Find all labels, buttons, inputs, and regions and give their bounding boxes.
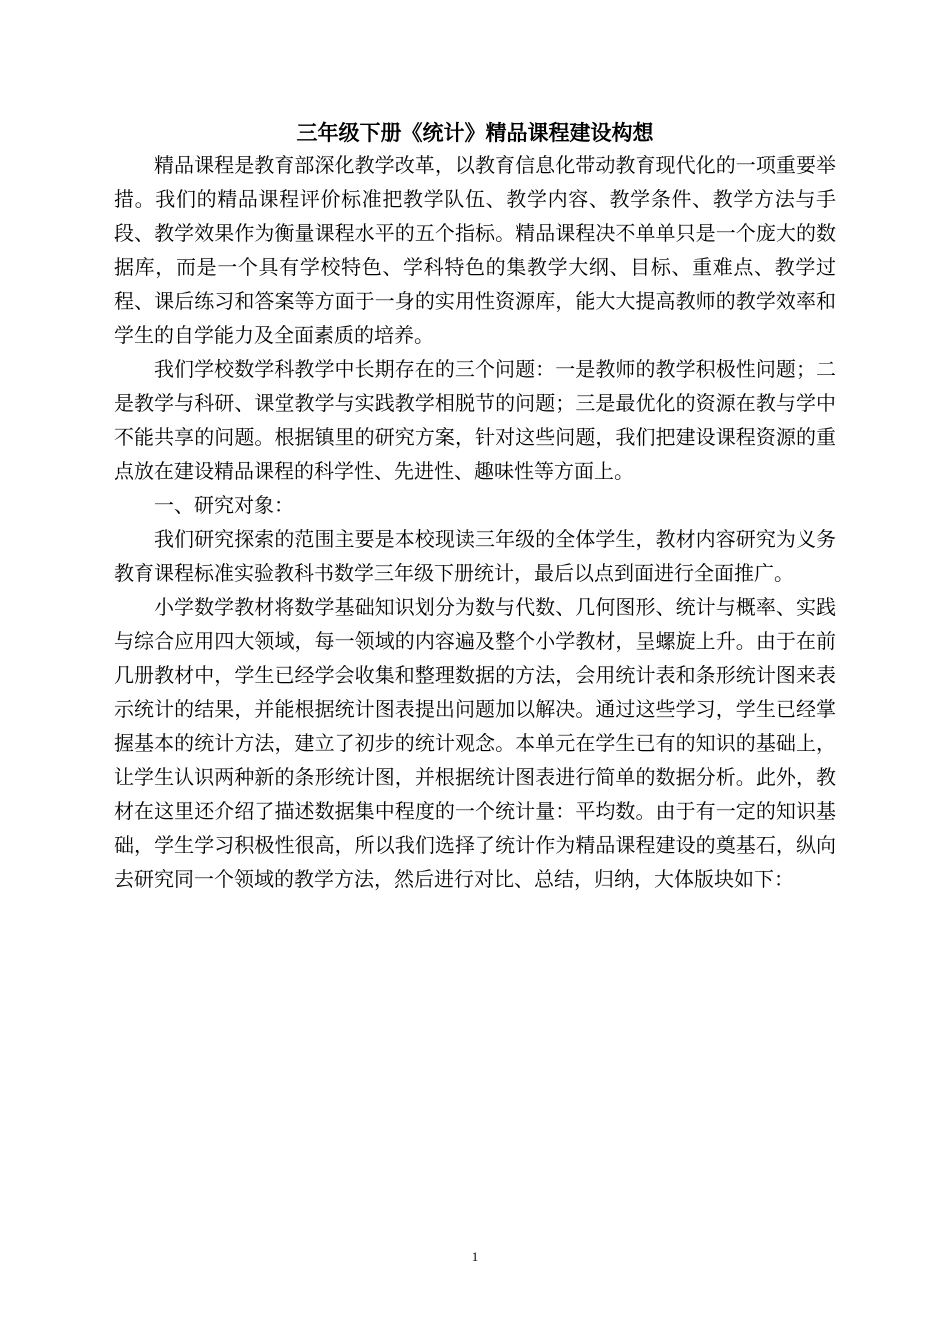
paragraph-intro: 精品课程是教育部深化教学改革，以教育信息化带动教育现代化的一项重要举措。我们的精品课程评价标准把教学队伍、教学内容、教学条件、教学方法与手段、教学效果作为衡量课程水平的五个指标。精品课程决不单单只是一个庞大的数据库，而是一个具有学校特色、学科特色的集教学大纲、目标、重难点、教学过程、课后练习和答案等方面于一身的实用性资源库，能大大提高教师的教学效率和学生的自学能力及全面素质的培养。 bbox=[114, 153, 836, 347]
paragraph-problems: 我们学校数学科教学中长期存在的三个问题：一是教师的教学积极性问题；二是教学与科研、课堂教学与实践教学相脱节的问题；三是最优化的资源在教与学中不能共享的问题。根据镇里的研究方案，针对这些问题，我们把建设课程资源的重点放在建设精品课程的科学性、先进性、趣味性等方面上。 bbox=[114, 357, 836, 483]
paragraph-research-scope: 我们研究探索的范围主要是本校现读三年级的全体学生，教材内容研究为义务教育课程标准实验教科书数学三年级下册统计，最后以点到面进行全面推广。 bbox=[114, 527, 836, 585]
document-page bbox=[114, 118, 836, 896]
paragraph-curriculum: 小学数学教材将数学基础知识划分为数与代数、几何图形、统计与概率、实践与综合应用四大领域，每一领域的内容遍及整个小学教材，呈螺旋上升。由于在前几册教材中，学生已经学会收集和整理数据的方法，会用统计表和条形统计图来表示统计的结果，并能根据统计图表提出问题加以解决。通过这些学习，学生已经掌握基本的统计方法，建立了初步的统计观念。本单元在学生已有的知识的基础上，让学生认识两种新的条形统计图，并根据统计图表进行简单的数据分析。此外，教材在这里还介绍了描述数据集中程度的一个统计量：平均数。由于有一定的知识基础，学生学习积极性很高，所以我们选择了统计作为精品课程建设的奠基石，纵向去研究同一个领域的教学方法，然后进行对比、总结，归纳，大体版块如下： bbox=[114, 595, 836, 891]
document-title: 三年级下册《统计》精品课程建设构想 bbox=[296, 121, 654, 145]
page-number: 1 bbox=[471, 1249, 479, 1264]
section-heading-research-object: 一、研究对象： bbox=[154, 493, 294, 517]
